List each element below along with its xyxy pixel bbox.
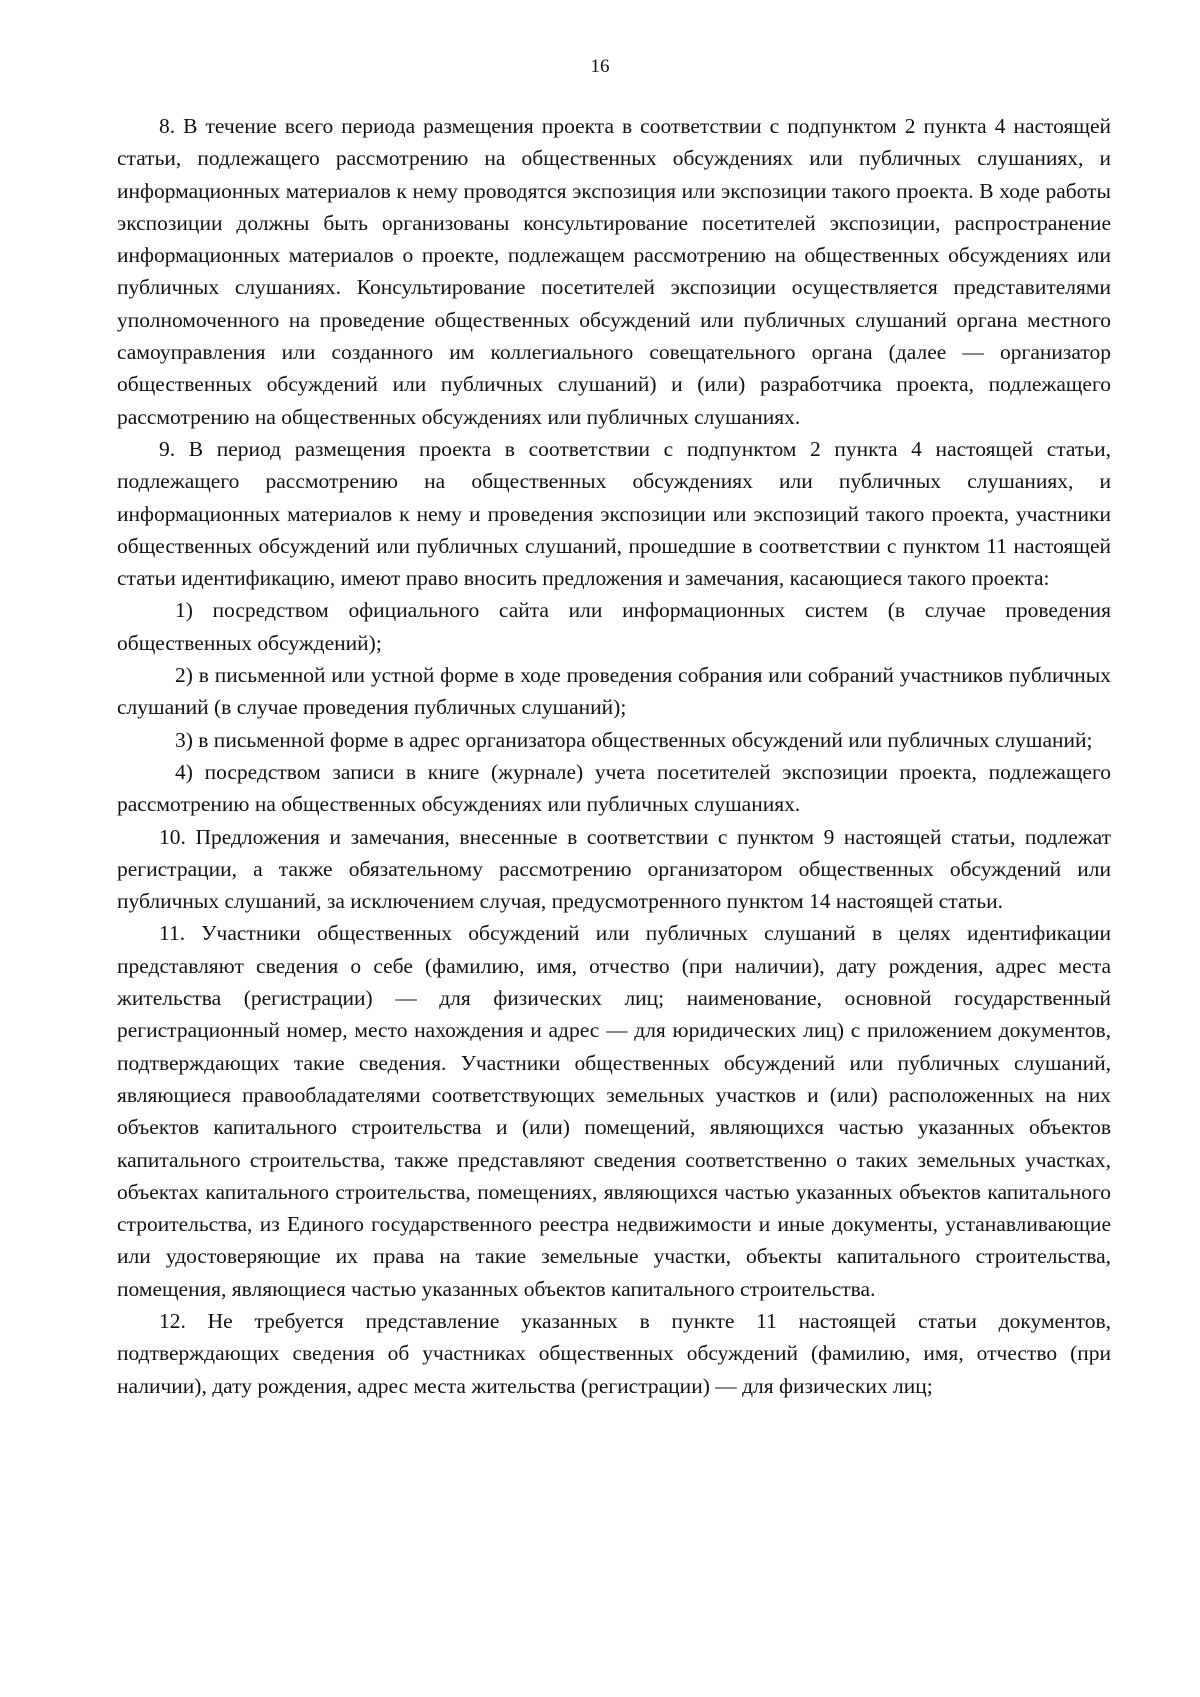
list-item-3: 3) в письменной форме в адрес организатора общественных обсуждений или публичных слушаний; [175, 727, 1093, 752]
list-item-2: 2) в письменной или устной форме в ходе проведения собрания или собраний участников публичных слушаний (в случае проведения публичных слушаний); [117, 663, 1111, 720]
list-item-4: 4) посредством записи в книге (журнале) учета посетителей экспозиции проекта, подлежащего рассмотрению на общественных обсуждениях или публичных слушаниях. [117, 759, 1111, 817]
page-number: 16 [590, 56, 610, 77]
list-item-1: 1) посредством официального сайта или информационных систем (в случае проведения общественных обсуждений); [117, 598, 1111, 655]
paragraph-10: 10. Предложения и замечания, внесенные в соответствии с пунктом 9 настоящей статьи, подлежат регистрации, а также обязательному рассмотрению организатором общественных обсуждений или публичных слушаний, за исключением случая, предусмотренного пунктом 14 настоящей статьи. [117, 824, 1111, 914]
paragraph-9: 9. В период размещения проекта в соответствии с подпунктом 2 пункта 4 настоящей статьи, подлежащего рассмотрению на общественных обсуждениях или публичных слушаниях, и информационных материалов к нему и проведения экспозиции или экспозиций такого проекта, участники общественных обсуждений или публичных слушаний, прошедшие в соответствии с пунктом 11 настоящей статьи идентификацию, имеют право вносить предложения и замечания, касающиеся такого проекта: [117, 436, 1111, 591]
paragraph-12: 12. Не требуется представление указанных в пункте 11 настоящей статьи документов, подтверждающих сведения об участниках общественных обсуждений (фамилию, имя, отчество (при наличии), дату рождения, адрес места жительства (регистрации) — для физических лиц; [117, 1308, 1111, 1398]
document-body [117, 110, 1111, 1402]
paragraph-11: 11. Участники общественных обсуждений или публичных слушаний в целях идентификации представляют сведения о себе (фамилию, имя, отчество (при наличии), дату рождения, адрес места жительства (регистрации) — для физических лиц; наименование, основной государственный регистрационный номер, место нахождения и адрес — для юридических лиц) с приложением документов, подтверждающих такие сведения. Участники общественных обсуждений или публичных слушаний, являющиеся правообладателями соответствующих земельных участков и (или) расположенных на них объектов капитального строительства и (или) помещений, являющихся частью указанных объектов капитального строительства, также представляют сведения соответственно о таких земельных участках, объектах капитального строительства, помещениях, являющихся частью указанных объектов капитального строительства, из Единого государственного реестра недвижимости и иные документы, устанавливающие или удостоверяющие их права на такие земельные участки, объекты капитального строительства, помещения, являющиеся частью указанных объектов капитального строительства. [117, 921, 1111, 1301]
paragraph-8: 8. В течение всего периода размещения проекта в соответствии с подпунктом 2 пункта 4 настоящей статьи, подлежащего рассмотрению на общественных обсуждениях или публичных слушаниях, и информационных материалов к нему проводятся экспозиция или экспозиции такого проекта. В ходе работы экспозиции должны быть организованы консультирование посетителей экспозиции, распространение информационных материалов о проекте, подлежащем рассмотрению на общественных обсуждениях или публичных слушаниях. Консультирование посетителей экспозиции осуществляется представителями уполномоченного на проведение общественных обсуждений или публичных слушаний органа местного самоуправления или созданного им коллегиального совещательного органа (далее — организатор общественных обсуждений или публичных слушаний) и (или) разработчика проекта, подлежащего рассмотрению на общественных обсуждениях или публичных слушаниях. [117, 114, 1111, 429]
